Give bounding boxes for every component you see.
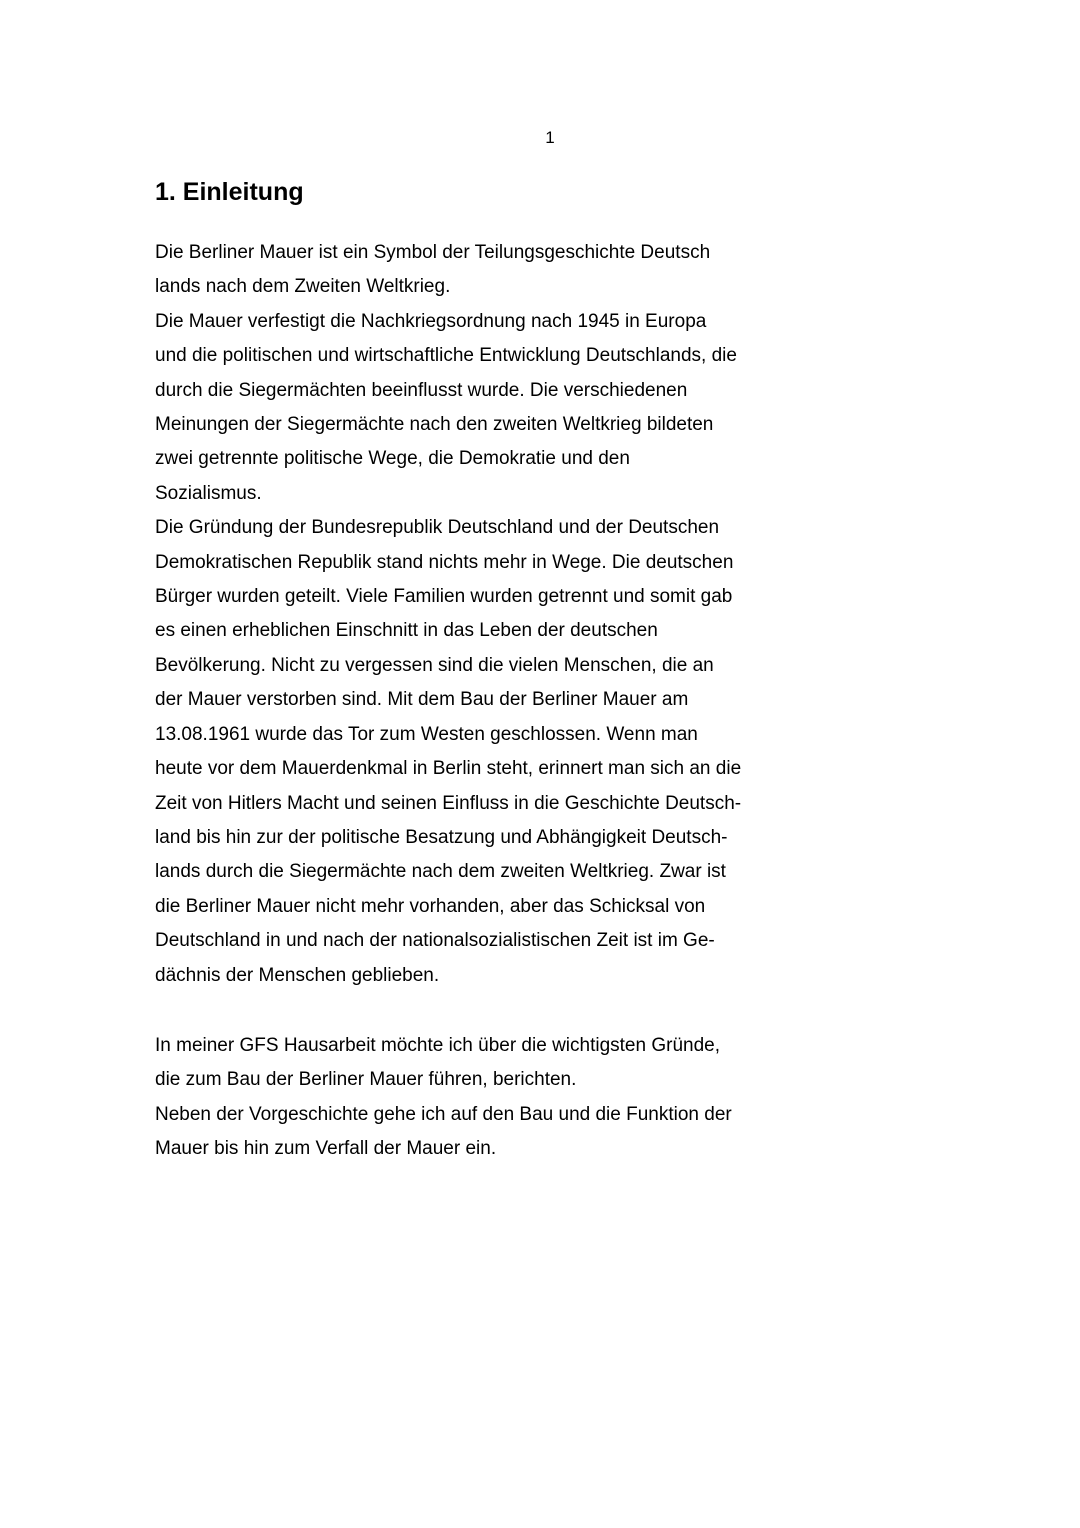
text-line: lands nach dem Zweiten Weltkrieg.: [155, 276, 451, 298]
text-line: zwei getrennte politische Wege, die Demokratie und den: [155, 448, 630, 470]
text-line: Sozialismus.: [155, 482, 262, 504]
text-line: und die politischen und wirtschaftliche Entwicklung Deutschlands, die: [155, 345, 737, 367]
text-line: Die Berliner Mauer ist ein Symbol der Teilungsgeschichte Deutsch: [155, 242, 711, 263]
text-line: es einen erheblichen Einschnitt in das Leben der deutschen: [155, 620, 658, 642]
text-line: Zeit von Hitlers Macht und seinen Einfluss in die Geschichte Deutsch-: [155, 792, 742, 814]
text-line: land bis hin zur der politische Besatzung und Abhängigkeit Deutsch-: [155, 826, 728, 848]
text-line: durch die Siegermächten beeinflusst wurde. Die verschiedenen: [155, 379, 688, 401]
text-line: Demokratischen Republik stand nichts mehr in Wege. Die deutschen: [155, 551, 734, 573]
text-line: lands durch die Siegermächte nach dem zweiten Weltkrieg. Zwar ist: [155, 861, 726, 883]
intro-paragraph: [155, 236, 855, 993]
text-line: der Mauer verstorben sind. Mit dem Bau der Berliner Mauer am: [155, 689, 689, 711]
text-line: Die Mauer verfestigt die Nachkriegsordnung nach 1945 in Europa: [155, 310, 707, 332]
text-line: die zum Bau der Berliner Mauer führen, berichten.: [155, 1069, 577, 1091]
section-heading: 1. Einleitung: [155, 178, 304, 206]
text-line: Deutschland in und nach der nationalsozialistischen Zeit ist im Ge-: [155, 930, 715, 952]
text-line: Die Gründung der Bundesrepublik Deutschland und der Deutschen: [155, 517, 720, 539]
text-line: die Berliner Mauer nicht mehr vorhanden, aber das Schicksal von: [155, 895, 706, 917]
text-line: Bevölkerung. Nicht zu vergessen sind die vielen Menschen, die an: [155, 654, 714, 676]
text-line: Bürger wurden geteilt. Viele Familien wurden getrennt und somit gab: [155, 586, 733, 608]
text-line: heute vor dem Mauerdenkmal in Berlin steht, erinnert man sich an die: [155, 758, 742, 780]
text-line: Neben der Vorgeschichte gehe ich auf den Bau und die Funktion der: [155, 1103, 732, 1125]
text-line: Meinungen der Siegermächte nach den zweiten Weltkrieg bildeten: [155, 414, 714, 436]
text-line: dächnis der Menschen geblieben.: [155, 964, 440, 986]
goal-paragraph: [155, 1029, 855, 1167]
text-line: 13.08.1961 wurde das Tor zum Westen geschlossen. Wenn man: [155, 723, 698, 745]
page-number: 1: [545, 128, 555, 147]
text-line: In meiner GFS Hausarbeit möchte ich über die wichtigsten Gründe,: [155, 1035, 720, 1056]
text-line: Mauer bis hin zum Verfall der Mauer ein.: [155, 1138, 497, 1160]
